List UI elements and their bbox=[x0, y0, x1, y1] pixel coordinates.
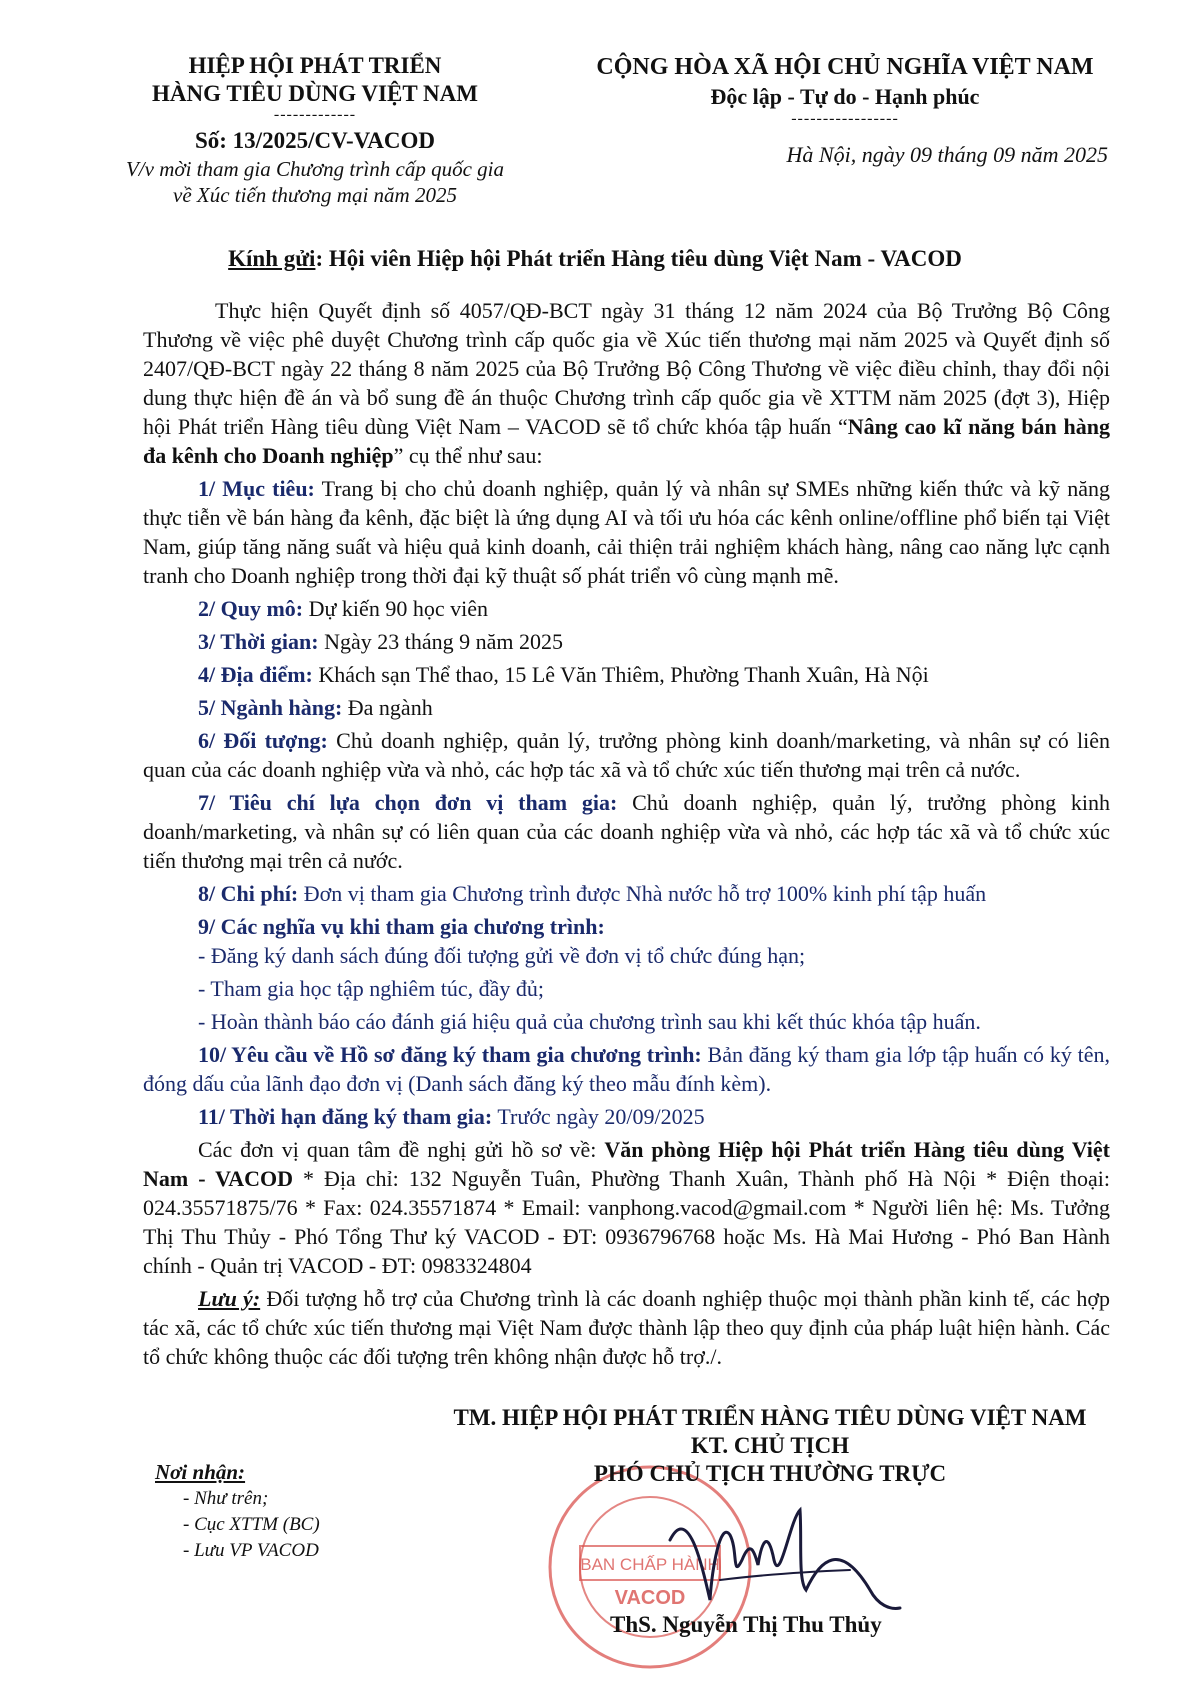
national-motto: Độc lập - Tự do - Hạnh phúc bbox=[710, 84, 980, 109]
org-name-line2: HÀNG TIÊU DÙNG VIỆT NAM bbox=[152, 81, 478, 106]
seal-text-1: BAN CHẤP HÀNH bbox=[580, 1555, 720, 1574]
contact-lead: Các đơn vị quan tâm đề nghị gửi hồ sơ về: bbox=[198, 1137, 605, 1162]
section-4-text: Khách sạn Thể thao, 15 Lê Văn Thiêm, Phường Thanh Xuân, Hà Nội bbox=[312, 662, 929, 687]
header-left bbox=[95, 52, 535, 208]
place-date: Hà Nội, ngày 09 tháng 09 năm 2025 bbox=[786, 142, 1108, 167]
obligation-item: - Đăng ký danh sách đúng đối tượng gửi về đơn vị tổ chức đúng hạn; bbox=[198, 943, 806, 968]
intro-text: Thực hiện Quyết định số 4057/QĐ-BCT ngày 31 tháng 12 năm 2024 của Bộ Trưởng Bộ Công Thương về việc phê duyệt Chương trình cấp quốc gia về Xúc tiến thương mại năm 2025 và Quyết định số 2407/QĐ-BCT ngày 22 tháng 8 năm 2025 của Bộ Trưởng Bộ Công Thương về việc điều chỉnh, thay đổi nội dung thực hiện đề án và bổ sung đề án thuộc Chương trình cấp quốc gia về XTTM năm 2025 (đợt 3), Hiệp hội Phát triển Hàng tiêu dùng Việt Nam – VACOD sẽ tổ chức khóa tập huấn “ bbox=[143, 298, 1110, 439]
contact-details: * Địa chỉ: 132 Nguyễn Tuân, Phường Thanh Xuân, Thành phố Hà Nội * Điện thoại: 024.35571875/76 * Fax: 024.35571874 * Email: vanphong.vacod@gmail.com * Người liên hệ: Ms. Tưởng Thị Thu Thủy - Phó Tổng Thư ký VACOD - ĐT: 0936796768 hoặc Ms. Hà Mai Hương - Phó Ban Hành chính - Quản trị VACOD - ĐT: 0983324804 bbox=[143, 1166, 1110, 1278]
section-8-label: 8/ Chi phí: bbox=[198, 881, 299, 906]
section-cost bbox=[143, 879, 1110, 908]
section-5-text: Đa ngành bbox=[342, 695, 433, 720]
section-1-text: Trang bị cho chủ doanh nghiệp, quản lý và nhân sự SMEs những kiến thức và kỹ năng thực tiễn về bán hàng đa kênh, đặc biệt là ứng dụng AI và tối ưu hóa các kênh online/offline phổ biến tại Việt Nam, giúp tăng năng suất và hiệu quả kinh doanh, cải thiện trải nghiệm khách hàng, nâng cao năng lực cạnh tranh cho Doanh nghiệp trong thời đại kỹ thuật số phát triển vô cùng mạnh mẽ. bbox=[143, 476, 1110, 588]
header-right-separator: ----------------- bbox=[791, 110, 899, 127]
recipient-item: - Như trên; bbox=[183, 1488, 269, 1509]
seal-text-2: VACOD bbox=[614, 1587, 686, 1609]
signer-name: ThS. Nguyễn Thị Thu Thủy bbox=[610, 1612, 882, 1637]
note-paragraph bbox=[143, 1284, 1110, 1371]
section-objective bbox=[143, 474, 1110, 590]
contact-paragraph bbox=[143, 1135, 1110, 1280]
intro-paragraph bbox=[143, 296, 1110, 470]
section-scale bbox=[143, 594, 1110, 623]
section-11-text: Trước ngày 20/09/2025 bbox=[492, 1104, 705, 1129]
section-7-label: 7/ Tiêu chí lựa chọn đơn vị tham gia: bbox=[198, 790, 618, 815]
org-name-line1: HIỆP HỘI PHÁT TRIỂN bbox=[188, 53, 442, 78]
section-8-text: Đơn vị tham gia Chương trình được Nhà nước hỗ trợ 100% kinh phí tập huấn bbox=[298, 881, 987, 906]
section-target bbox=[143, 726, 1110, 784]
signature-org: TM. HIỆP HỘI PHÁT TRIỂN HÀNG TIÊU DÙNG VIỆT NAM bbox=[453, 1405, 1087, 1430]
section-2-text: Dự kiến 90 học viên bbox=[303, 596, 488, 621]
recipient-item: - Lưu VP VACOD bbox=[183, 1540, 319, 1561]
section-5-label: 5/ Ngành hàng: bbox=[198, 695, 343, 720]
section-obligations bbox=[143, 912, 1110, 941]
section-6-label: 6/ Đối tượng: bbox=[198, 728, 328, 753]
section-9-label: 9/ Các nghĩa vụ khi tham gia chương trình: bbox=[198, 914, 605, 939]
section-7-text: Chủ doanh nghiệp, quản lý, trưởng phòng kinh doanh/marketing, và nhân sự có liên quan của các doanh nghiệp vừa và nhỏ, các hợp tác xã và tổ chức xúc tiến thương mại trên cả nước. bbox=[143, 790, 1110, 873]
section-deadline bbox=[143, 1102, 1110, 1131]
obligation-item: - Tham gia học tập nghiêm túc, đầy đủ; bbox=[198, 976, 545, 1001]
signature-block bbox=[420, 1404, 1120, 1488]
intro-tail: ” cụ thể như sau: bbox=[393, 443, 543, 468]
recipient-item: - Cục XTTM (BC) bbox=[183, 1514, 320, 1535]
note-label: Lưu ý: bbox=[198, 1286, 261, 1311]
recipient-text: : Hội viên Hiệp hội Phát triển Hàng tiêu dùng Việt Nam - VACOD bbox=[315, 246, 962, 271]
recipients-list bbox=[155, 1458, 415, 1564]
contact-office: Văn phòng Hiệp hội Phát triển Hàng tiêu dùng Việt Nam - VACOD bbox=[143, 1137, 1110, 1191]
document-number: Số: 13/2025/CV-VACOD bbox=[194, 128, 436, 153]
section-time bbox=[143, 627, 1110, 656]
section-industry bbox=[143, 693, 1110, 722]
section-3-label: 3/ Thời gian: bbox=[198, 629, 319, 654]
recipient-line bbox=[0, 244, 1190, 274]
section-venue bbox=[143, 660, 1110, 689]
subject-line1: V/v mời tham gia Chương trình cấp quốc gia bbox=[125, 157, 504, 181]
section-1-label: 1/ Mục tiêu: bbox=[198, 476, 315, 501]
header-left-separator: ------------- bbox=[273, 106, 357, 123]
signature-role-2: PHÓ CHỦ TỊCH THƯỜNG TRỰC bbox=[593, 1461, 947, 1486]
handwritten-signature bbox=[650, 1480, 910, 1620]
section-6-text: Chủ doanh nghiệp, quản lý, trưởng phòng kinh doanh/marketing, và nhân sự có liên quan của các doanh nghiệp vừa và nhỏ, các hợp tác xã và tổ chức xúc tiến thương mại trên cả nước. bbox=[143, 728, 1111, 782]
recipients-title: Nơi nhận: bbox=[155, 1460, 246, 1484]
nation-title: CỘNG HÒA XÃ HỘI CHỦ NGHĨA VIỆT NAM bbox=[596, 54, 1094, 80]
course-name: Nâng cao kĩ năng bán hàng đa kênh cho Doanh nghiệp bbox=[143, 414, 1110, 468]
section-10-text: Bản đăng ký tham gia lớp tập huấn có ký tên, đóng dấu của lãnh đạo đơn vị (Danh sách đăng ký theo mẫu đính kèm). bbox=[143, 1042, 1110, 1096]
section-criteria bbox=[143, 788, 1110, 875]
document-body bbox=[143, 296, 1110, 1375]
section-4-label: 4/ Địa điểm: bbox=[198, 662, 313, 687]
signature-role-1: KT. CHỦ TỊCH bbox=[690, 1433, 850, 1458]
recipient-label: Kính gửi bbox=[228, 246, 316, 271]
section-documents bbox=[143, 1040, 1110, 1098]
note-text: Đối tượng hỗ trợ của Chương trình là các doanh nghiệp thuộc mọi thành phần kinh tế, các hợp tác xã, các tổ chức xúc tiến thương mại Việt Nam được thành lập theo quy định của pháp luật hiện hành. Các tổ chức không thuộc các đối tượng trên không nhận được hỗ trợ./. bbox=[143, 1286, 1110, 1369]
section-11-label: 11/ Thời hạn đăng ký tham gia: bbox=[198, 1104, 493, 1129]
section-10-label: 10/ Yêu cầu về Hồ sơ đăng ký tham gia chương trình: bbox=[198, 1042, 702, 1067]
section-3-text: Ngày 23 tháng 9 năm 2025 bbox=[318, 629, 563, 654]
section-2-label: 2/ Quy mô: bbox=[198, 596, 304, 621]
subject-line2: về Xúc tiến thương mại năm 2025 bbox=[173, 183, 457, 207]
header-right bbox=[560, 52, 1130, 170]
obligation-item: - Hoàn thành báo cáo đánh giá hiệu quả của chương trình sau khi kết thúc khóa tập huấn. bbox=[198, 1009, 981, 1034]
